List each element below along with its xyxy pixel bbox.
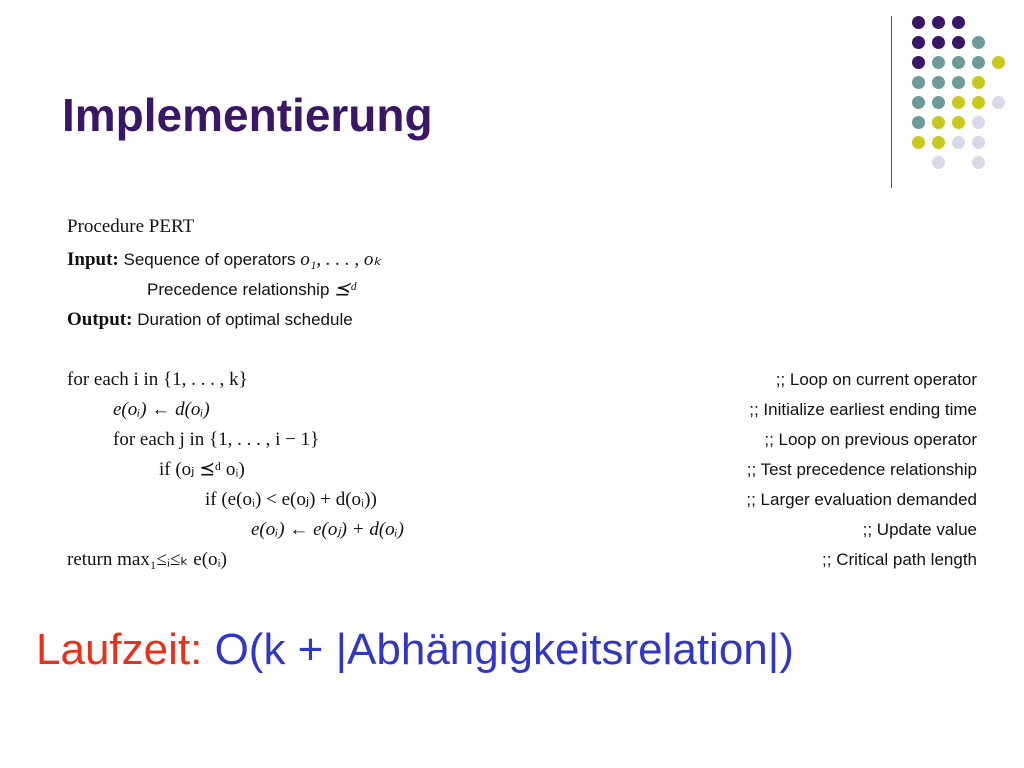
decor-dot bbox=[912, 16, 925, 29]
code-line: if (oⱼ ⪯ᵈ oᵢ) bbox=[159, 459, 245, 480]
input-line-2 bbox=[147, 280, 356, 299]
decor-dot bbox=[932, 16, 945, 29]
decor-dot bbox=[932, 76, 945, 89]
input-math-1: o₁, . . . , oₖ bbox=[300, 249, 382, 270]
decor-dot bbox=[972, 36, 985, 49]
decor-dot bbox=[952, 136, 965, 149]
code-comment: ;; Loop on current operator bbox=[775, 370, 977, 389]
output-text: Duration of optimal schedule bbox=[137, 310, 353, 329]
code-comment: ;; Update value bbox=[862, 520, 977, 539]
input-label: Input: bbox=[67, 249, 119, 270]
decor-dot bbox=[952, 116, 965, 129]
output-line bbox=[67, 310, 353, 329]
input-math-2: ⪯ᵈ bbox=[334, 279, 356, 300]
input-line-1 bbox=[67, 250, 381, 269]
decor-dot bbox=[932, 56, 945, 69]
decor-dot bbox=[972, 76, 985, 89]
decor-dot bbox=[972, 116, 985, 129]
decor-dot bbox=[952, 76, 965, 89]
decor-dot bbox=[972, 96, 985, 109]
decor-dot bbox=[912, 36, 925, 49]
decor-dot bbox=[992, 56, 1005, 69]
code-line: return max₁≤ᵢ≤ₖ e(oᵢ) bbox=[67, 549, 227, 570]
output-label: Output: bbox=[67, 309, 133, 330]
decor-dot bbox=[912, 56, 925, 69]
code-comment: ;; Critical path length bbox=[822, 550, 977, 569]
code-line: e(oᵢ) ← e(oⱼ) + d(oᵢ) bbox=[251, 519, 404, 540]
decor-dot bbox=[952, 36, 965, 49]
decor-dot bbox=[912, 116, 925, 129]
code-line: if (e(oᵢ) < e(oⱼ) + d(oᵢ)) bbox=[205, 489, 377, 510]
runtime-label: Laufzeit: bbox=[36, 625, 203, 674]
procedure-name: PERT bbox=[148, 216, 195, 237]
decor-dot bbox=[932, 156, 945, 169]
decor-dot bbox=[932, 96, 945, 109]
decor-dot bbox=[952, 96, 965, 109]
code-comment: ;; Loop on previous operator bbox=[764, 430, 977, 449]
input-text-2: Precedence relationship bbox=[147, 280, 330, 299]
decor-dot bbox=[972, 156, 985, 169]
code-comment: ;; Test precedence relationship bbox=[746, 460, 977, 479]
code-comment: ;; Larger evaluation demanded bbox=[746, 490, 977, 509]
runtime-statement bbox=[36, 625, 794, 674]
decor-dot bbox=[912, 136, 925, 149]
procedure-header bbox=[67, 217, 194, 236]
procedure-keyword: Procedure bbox=[67, 216, 145, 237]
decor-dot bbox=[952, 16, 965, 29]
decor-dot bbox=[952, 56, 965, 69]
code-comment: ;; Initialize earliest ending time bbox=[749, 400, 977, 419]
input-text-1: Sequence of operators bbox=[123, 250, 296, 269]
decorative-dot-grid bbox=[0, 0, 1024, 200]
decor-dot bbox=[932, 136, 945, 149]
decor-dot bbox=[972, 56, 985, 69]
pert-algorithm-block bbox=[67, 215, 977, 585]
decor-dot bbox=[912, 96, 925, 109]
decor-dot bbox=[932, 36, 945, 49]
decor-dot bbox=[992, 96, 1005, 109]
code-line: e(oᵢ) ← d(oᵢ) bbox=[113, 399, 210, 420]
code-line: for each i in {1, . . . , k} bbox=[67, 369, 248, 390]
decor-dot bbox=[972, 136, 985, 149]
decor-dot bbox=[932, 116, 945, 129]
code-line: for each j in {1, . . . , i − 1} bbox=[113, 429, 320, 450]
runtime-value: O(k + |Abhängigkeitsrelation|) bbox=[214, 625, 794, 674]
slide-title: Implementierung bbox=[62, 89, 433, 141]
decor-dot bbox=[912, 76, 925, 89]
